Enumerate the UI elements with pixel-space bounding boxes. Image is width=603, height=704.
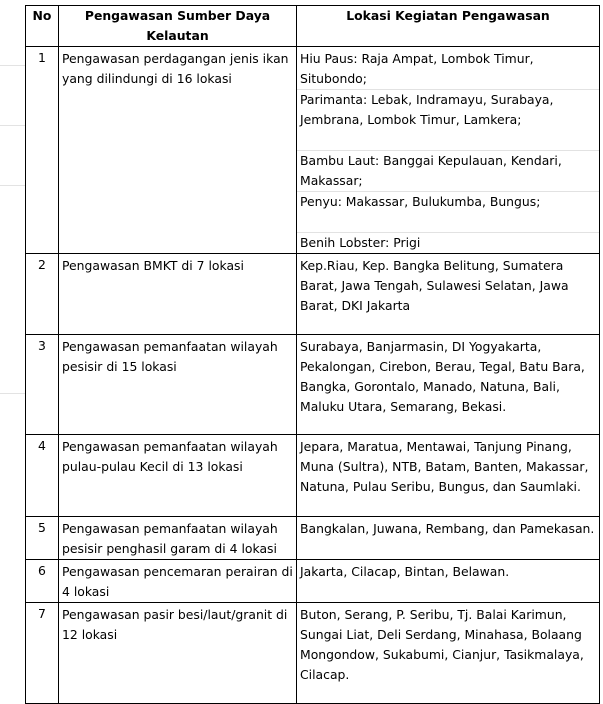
activity-cell bbox=[59, 254, 297, 335]
activity-line: Pengawasan pemanfaatan wilayah bbox=[62, 439, 278, 454]
table-row bbox=[26, 603, 600, 704]
activity-line: yang dilindungi di 16 lokasi bbox=[62, 71, 232, 86]
location-line: Bambu Laut: Banggai Kepulauan, Kendari, bbox=[300, 153, 562, 168]
row-number: 4 bbox=[26, 435, 59, 517]
location-cell bbox=[297, 517, 600, 560]
gridline bbox=[0, 185, 25, 186]
location-cell bbox=[297, 335, 600, 435]
location-line: Muna (Sultra), NTB, Batam, Banten, Makassar, bbox=[300, 459, 589, 474]
table-row bbox=[26, 254, 600, 335]
location-cell bbox=[297, 435, 600, 517]
activity-line: 12 lokasi bbox=[62, 627, 118, 642]
location-cell bbox=[297, 47, 600, 254]
location-line: Jakarta, Cilacap, Bintan, Belawan. bbox=[300, 564, 510, 579]
location-cell bbox=[297, 560, 600, 603]
table-row bbox=[26, 517, 600, 560]
location-line: Barat, DKI Jakarta bbox=[300, 298, 411, 313]
location-line: Surabaya, Banjarmasin, DI Yogyakarta, bbox=[300, 339, 542, 354]
location-line: Kep.Riau, Kep. Bangka Belitung, Sumatera bbox=[300, 258, 564, 273]
location-group bbox=[297, 192, 599, 233]
location-line: Mongondow, Sukabumi, Cianjur, Tasikmalaya, bbox=[300, 647, 584, 662]
table-row bbox=[26, 435, 600, 517]
activity-line: Pengawasan pencemaran perairan di bbox=[62, 564, 293, 579]
activity-line: pulau-pulau Kecil di 13 lokasi bbox=[62, 459, 243, 474]
activity-line: Pengawasan pasir besi/laut/granit di bbox=[62, 607, 288, 622]
location-line: Barat, Jawa Tengah, Sulawesi Selatan, Jawa bbox=[300, 278, 569, 293]
header-row bbox=[26, 6, 600, 47]
activity-line: Pengawasan pemanfaatan wilayah bbox=[62, 521, 278, 536]
location-line: Jepara, Maratua, Mentawai, Tanjung Pinang, bbox=[300, 439, 572, 454]
activity-cell bbox=[59, 517, 297, 560]
location-group bbox=[297, 151, 599, 192]
gridline bbox=[0, 65, 25, 66]
activity-line: pesisir di 15 lokasi bbox=[62, 359, 177, 374]
location-group bbox=[297, 90, 599, 151]
activity-line: pesisir penghasil garam di 4 lokasi bbox=[62, 541, 277, 556]
location-group bbox=[297, 233, 599, 253]
location-line: Situbondo; bbox=[300, 71, 367, 86]
location-line: Pekalongan, Cirebon, Berau, Tegal, Batu Bara, bbox=[300, 359, 585, 374]
activity-cell bbox=[59, 335, 297, 435]
location-cell bbox=[297, 603, 600, 704]
row-number: 5 bbox=[26, 517, 59, 560]
activity-cell bbox=[59, 560, 297, 603]
location-line: Hiu Paus: Raja Ampat, Lombok Timur, bbox=[300, 51, 534, 66]
gridline bbox=[0, 125, 25, 126]
activity-line: Pengawasan BMKT di 7 lokasi bbox=[62, 258, 244, 273]
location-line: Bangkalan, Juwana, Rembang, dan Pamekasan. bbox=[300, 521, 595, 536]
monitoring-table bbox=[25, 5, 600, 704]
activity-line: Pengawasan pemanfaatan wilayah bbox=[62, 339, 278, 354]
location-group bbox=[297, 47, 599, 90]
table-row bbox=[26, 560, 600, 603]
location-line: Benih Lobster: Prigi bbox=[300, 235, 421, 250]
location-cell bbox=[297, 254, 600, 335]
header-no: No bbox=[26, 6, 59, 47]
activity-line: Pengawasan perdagangan jenis ikan bbox=[62, 51, 289, 66]
gridline bbox=[0, 393, 25, 394]
location-line: Sungai Liat, Deli Serdang, Minahasa, Bolaang bbox=[300, 627, 582, 642]
activity-cell bbox=[59, 47, 297, 254]
table-row bbox=[26, 47, 600, 254]
location-line: Makassar; bbox=[300, 173, 363, 188]
location-line: Bangka, Gorontalo, Manado, Natuna, Bali, bbox=[300, 379, 560, 394]
location-line: Buton, Serang, P. Seribu, Tj. Balai Karimun, bbox=[300, 607, 567, 622]
header-activity: Pengawasan Sumber Daya Kelautan bbox=[59, 6, 297, 47]
location-line: Maluku Utara, Semarang, Bekasi. bbox=[300, 399, 507, 414]
location-line: Jembrana, Lombok Timur, Lamkera; bbox=[300, 112, 522, 127]
row-number: 6 bbox=[26, 560, 59, 603]
table-row bbox=[26, 335, 600, 435]
row-number: 3 bbox=[26, 335, 59, 435]
row-number: 2 bbox=[26, 254, 59, 335]
activity-cell bbox=[59, 435, 297, 517]
activity-cell bbox=[59, 603, 297, 704]
row-number: 7 bbox=[26, 603, 59, 704]
location-line: Parimanta: Lebak, Indramayu, Surabaya, bbox=[300, 92, 554, 107]
location-line: Penyu: Makassar, Bulukumba, Bungus; bbox=[300, 194, 541, 209]
row-number: 1 bbox=[26, 47, 59, 254]
activity-line: 4 lokasi bbox=[62, 584, 110, 599]
header-location: Lokasi Kegiatan Pengawasan bbox=[297, 6, 600, 47]
location-line: Natuna, Pulau Seribu, Bungus, dan Saumlaki. bbox=[300, 479, 581, 494]
location-line: Cilacap. bbox=[300, 667, 350, 682]
